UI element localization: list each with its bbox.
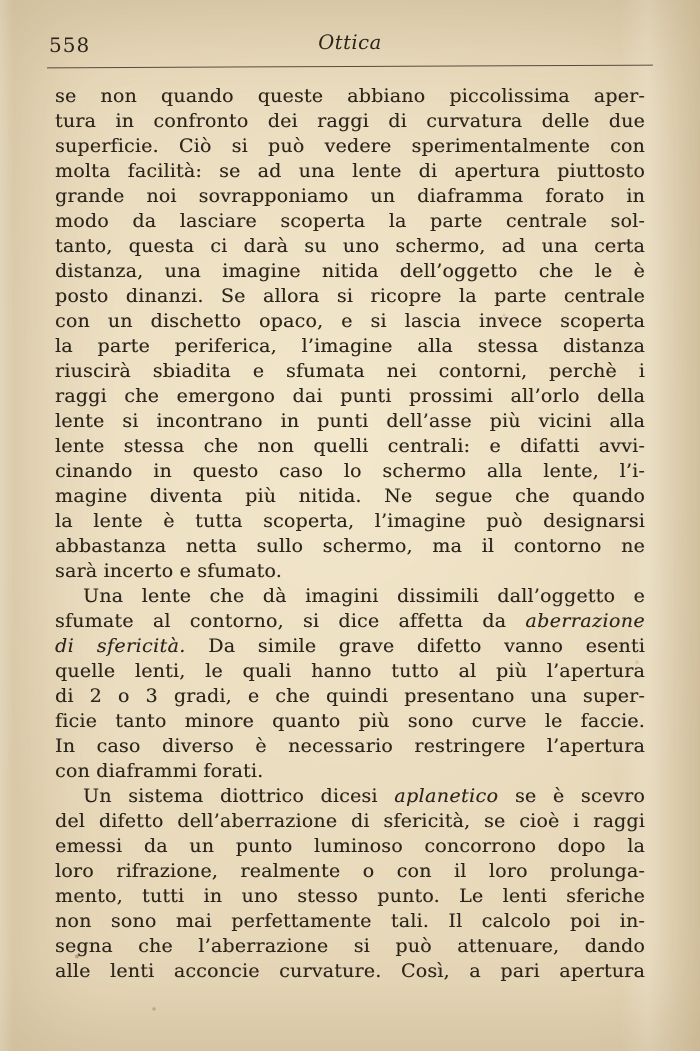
text-line: quelle lenti, le quali hanno tutto al più l’apertura xyxy=(55,660,645,682)
page-number: 558 xyxy=(49,33,91,57)
text-line: magine diventa più nitida. Ne segue che quando xyxy=(55,485,645,507)
page-header xyxy=(49,31,645,61)
text-line: la lente è tutta scoperta, l’imagine può designarsi xyxy=(55,510,645,532)
text-line: la parte periferica, l’imagine alla stessa distanza xyxy=(55,335,645,357)
text-line: emessi da un punto luminoso concorrono dopo la xyxy=(55,835,645,857)
text-line: ficie tanto minore quanto più sono curve le faccie. xyxy=(55,710,645,732)
text-line: molta facilità: se ad una lente di apertura piuttosto xyxy=(55,160,645,182)
text-line: abbastanza netta sullo schermo, ma il contorno ne xyxy=(55,535,645,557)
text-line: non sono mai perfettamente tali. Il calcolo poi in- xyxy=(55,910,645,932)
body-text xyxy=(55,84,645,984)
text-line: mento, tutti in uno stesso punto. Le lenti sferiche xyxy=(55,885,645,907)
italic-term: aberrazione xyxy=(525,610,645,632)
text-line: loro rifrazione, realmente o con il loro prolunga- xyxy=(55,860,645,882)
text-line: con diaframmi forati. xyxy=(55,760,264,782)
text-line: Un sistema diottrico dicesi aplanetico se è scevro xyxy=(83,785,645,807)
text-line: del difetto dell’aberrazione di sfericità, se cioè i raggi xyxy=(55,810,645,832)
text-line: lente stessa che non quelli centrali: e difatti avvi- xyxy=(55,435,645,457)
text-line: distanza, una imagine nitida dell’oggetto che le è xyxy=(55,260,645,282)
text-line: con un dischetto opaco, e si lascia invece scoperta xyxy=(55,310,645,332)
header-rule xyxy=(47,65,653,69)
text-line: sarà incerto e sfumato. xyxy=(55,560,282,582)
text-line: modo da lasciare scoperta la parte centrale sol- xyxy=(55,210,645,232)
running-title: Ottica xyxy=(318,31,382,54)
text-line: grande noi sovrapponiamo un diaframma forato in xyxy=(55,185,645,207)
text-line: tura in confronto dei raggi di curvatura delle due xyxy=(55,110,645,132)
text-line: se non quando queste abbiano piccolissima aper- xyxy=(55,85,645,107)
text-line: lente si incontrano in punti dell’asse più vicini alla xyxy=(55,410,645,432)
text-line: Una lente che dà imagini dissimili dall’oggetto e xyxy=(83,585,645,607)
text-line: di sfericità. Da simile grave difetto vanno esenti xyxy=(55,635,645,657)
text-line: sfumate al contorno, si dice affetta da aberrazione xyxy=(55,610,645,632)
text-line: tanto, questa ci darà su uno schermo, ad una certa xyxy=(55,235,645,257)
text-line: raggi che emergono dai punti prossimi all’orlo della xyxy=(55,385,645,407)
text-line: posto dinanzi. Se allora si ricopre la parte centrale xyxy=(55,285,645,307)
text-line: cinando in questo caso lo schermo alla lente, l’i- xyxy=(55,460,645,482)
italic-term: di sfericità. xyxy=(55,635,186,657)
text-line: di 2 o 3 gradi, e che quindi presentano una super- xyxy=(55,685,645,707)
text-line: alle lenti acconcie curvature. Così, a pari apertura xyxy=(55,960,645,982)
italic-term: aplanetico xyxy=(394,785,499,807)
text-line: riuscirà sbiadita e sfumata nei contorni, perchè i xyxy=(55,360,645,382)
text-line: segna che l’aberrazione si può attenuare, dando xyxy=(55,935,645,957)
text-line: In caso diverso è necessario restringere l’apertura xyxy=(55,735,645,757)
text-line: superficie. Ciò si può vedere sperimentalmente con xyxy=(55,135,645,157)
